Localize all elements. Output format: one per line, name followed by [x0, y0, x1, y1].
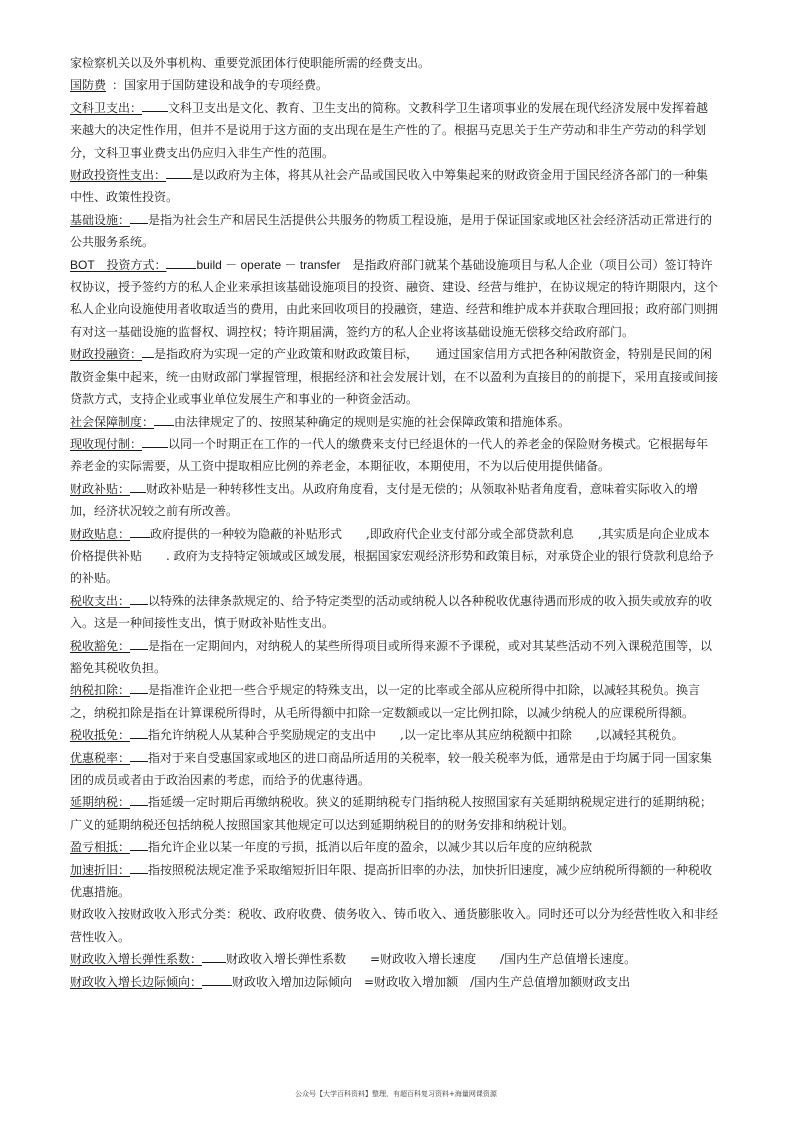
term: 纳税扣除：	[70, 683, 131, 698]
entry-pay-as-you-go	[70, 433, 720, 478]
term: 社会保障制度：	[70, 414, 155, 429]
entry-text: build － operate － transfer 是指政府部门就某个基础设施项目与私人企业（项目公司）签订特许权协议，授予签约方的私人企业来承担该基础设施项目的投资、融资、建设、经营与维护，在协议规定的特许期限内，这个私人企业向设施使用者收取适当的费用，由此来回收项目的投融资，建造、经营和维护成本并获取合理回报；政府部门则拥有对这一基础设施的监督权、调控权；特许期届满，签约方的私人企业将该基础设施无偿移交给政府部门。	[70, 257, 719, 339]
term: 延期纳税：	[70, 795, 131, 810]
entry-text: 政府提供的一种较为隐蔽的补贴形式 ,即政府代企业支付部分或全部贷款利息 ,其实质是向企业成本价格提供补贴 . 政府为支持特定领域或区域发展，根据国家宏观经济形势和政策目标，对承贷企业的银行贷款利息给予的补贴。	[70, 526, 714, 586]
entry-infrastructure	[70, 209, 720, 254]
entry-accelerated-depreciation	[70, 859, 720, 904]
entry-text: 以特殊的法律条款规定的、给予特定类型的活动或纳税人以各种税收优惠待遇而形成的收入损失或放弃的收入。这是一种间接性支出，慎于财政补贴性支出。	[70, 593, 713, 631]
term: 财政补贴：	[70, 481, 131, 496]
entry-text: 由法律规定了的、按照某种确定的规则是实施的社会保障政策和措施体系。	[174, 414, 571, 429]
entry-text: 以同一个时期正在工作的一代人的缴费来支付已经退休的一代人的养老金的保险财务模式。它根据每年养老金的实际需要，从工资中提取相应比例的养老金，本期征收，本期使用，不为以后使用提供储备。	[70, 436, 709, 474]
entry-fiscal-financing	[70, 343, 720, 410]
term: 优惠税率：	[70, 750, 131, 765]
term: 文科卫支出：	[70, 100, 143, 115]
term: 基础设施：	[70, 212, 131, 227]
entry-text: 财政收入增长弹性系数 =财政收入增长速度 /国内生产总值增长速度。	[226, 952, 637, 967]
document-body	[70, 52, 720, 993]
term: 税收支出：	[70, 593, 131, 608]
entry-text: 是指准许企业把一些合乎规定的特殊支出，以一定的比率或全部从应税所得中扣除，以减轻其税负。换言之，纳税扣除是指在计算课税所得时，从毛所得额中扣除一定数额或以一定比例扣除，以减少纳税人的应课税所得额。	[70, 683, 701, 720]
entry-fiscal-subsidy	[70, 478, 720, 523]
entry-tax-deferral	[70, 791, 720, 836]
entry-text: 是指在一定期间内，对纳税人的某些所得项目或所得来源不予课税，或对其某些活动不列入课税范围等，以豁免其税收负担。	[70, 638, 713, 675]
entry-text: 国家用于国防建设和战争的专项经费。	[124, 78, 329, 93]
entry-continuation	[70, 52, 720, 74]
entry-tax-exemption	[70, 635, 720, 680]
entry-tax-credit	[70, 724, 720, 746]
entry-loss-offset	[70, 836, 720, 858]
entry-text: 指允许纳税人从某种合乎奖励规定的支出中 ,以一定比率从其应纳税额中扣除 ,以减轻其税负。	[148, 728, 684, 743]
entry-culture-education-health	[70, 97, 720, 164]
entry-social-security	[70, 411, 720, 433]
entry-revenue-classification	[70, 903, 720, 948]
term: 国防费	[70, 78, 107, 93]
entry-text: 指允许企业以某一年度的亏损，抵消以后年度的盈余，以减少其以后年度的应纳税款	[148, 840, 593, 855]
term: 现收现付制：	[70, 436, 143, 451]
entry-text: 是以政府为主体，将其从社会产品或国民收入中筹集起来的财政资金用于国民经济各部门的一种集中性、政策性投资。	[70, 168, 709, 205]
entry-text: 指按照税法规定准予采取缩短折旧年限、提高折旧率的办法，加快折旧速度，减少应纳税所得额的一种税收优惠措施。	[70, 862, 713, 900]
term: 财政贴息：	[70, 526, 131, 541]
entry-marginal-propensity	[70, 971, 720, 993]
term: 财政投融资：	[70, 347, 143, 362]
term: 盈亏相抵：	[70, 840, 131, 855]
entry-text: 文科卫支出是文化、教育、卫生支出的简称。文教科学卫生诸项事业的发展在现代经济发展中发挥着越来越大的决定性作用，但并不是说用于这方面的支出现在是生产性的了。根据马克思关于生产劳动和非生产劳动的科学划分，文科卫事业费支出仍应归入非生产性的范围。	[70, 100, 709, 160]
entry-bot	[70, 254, 720, 344]
entry-text: 家检察机关以及外事机构、重要党派团体行使职能所需的经费支出。	[70, 56, 431, 70]
term: 税收豁免：	[70, 638, 131, 653]
term: BOT 投资方式：	[70, 257, 167, 272]
entry-text: 财政收入增加边际倾向 =财政收入增加额 /国内生产总值增加额财政支出	[232, 974, 631, 989]
entry-text: 财政补贴是一种转移性支出。从政府角度看，支付是无偿的；从领取补贴者角度看，意味着实际收入的增加，经济状况较之前有所改善。	[70, 481, 699, 519]
entry-revenue-elasticity	[70, 948, 720, 970]
entry-text: 指对于来自受惠国家或地区的进口商品所适用的关税率，较一般关税率为低，通常是由于均属于同一国家集团的成员或者由于政治因素的考虑，而给予的优惠待遇。	[70, 750, 713, 787]
page-footer: 公众号【大学百科资料】整理，有超百科复习资料+海量网课资源	[295, 1090, 497, 1098]
term: 税收抵免：	[70, 728, 131, 743]
entry-fiscal-investment	[70, 164, 720, 209]
entry-preferential-tax-rate	[70, 747, 720, 792]
entry-text: 是指政府为实现一定的产业政策和财政政策目标， 通过国家信用方式把各种闲散资金，特别是民间的闲散资金集中起来，统一由财政部门掌握管理，根据经济和社会发展计划，在不以盈利为直接目的的前提下，采用直接或间接贷款方式，支持企业或事业单位发展生产和事业的一种资金活动。	[70, 347, 719, 407]
term: 加速折旧：	[70, 862, 131, 877]
entry-text: 指延缓一定时期后再缴纳税收。狭义的延期纳税专门指纳税人按照国家有关延期纳税规定进行的延期纳税；广义的延期纳税还包括纳税人按照国家其他规定可以达到延期纳税目的的财务安排和纳税计划。	[70, 795, 713, 832]
entry-interest-subsidy	[70, 523, 720, 590]
term: 财政投资性支出：	[70, 168, 167, 183]
term-separator: ：	[112, 78, 125, 93]
term: 财政收入增长边际倾向：	[70, 974, 203, 989]
term: 财政收入增长弹性系数：	[70, 952, 203, 967]
entry-tax-deduction	[70, 679, 720, 724]
entry-national-defense	[70, 74, 720, 96]
entry-text: 是指为社会生产和居民生活提供公共服务的物质工程设施，是用于保证国家或地区社会经济活动正常进行的公共服务系统。	[70, 212, 713, 250]
entry-text: 财政收入按财政收入形式分类：税收、政府收费、债务收入、铸币收入、通货膨胀收入。同时还可以分为经营性收入和非经营性收入。	[70, 907, 719, 944]
entry-tax-expenditure	[70, 590, 720, 635]
